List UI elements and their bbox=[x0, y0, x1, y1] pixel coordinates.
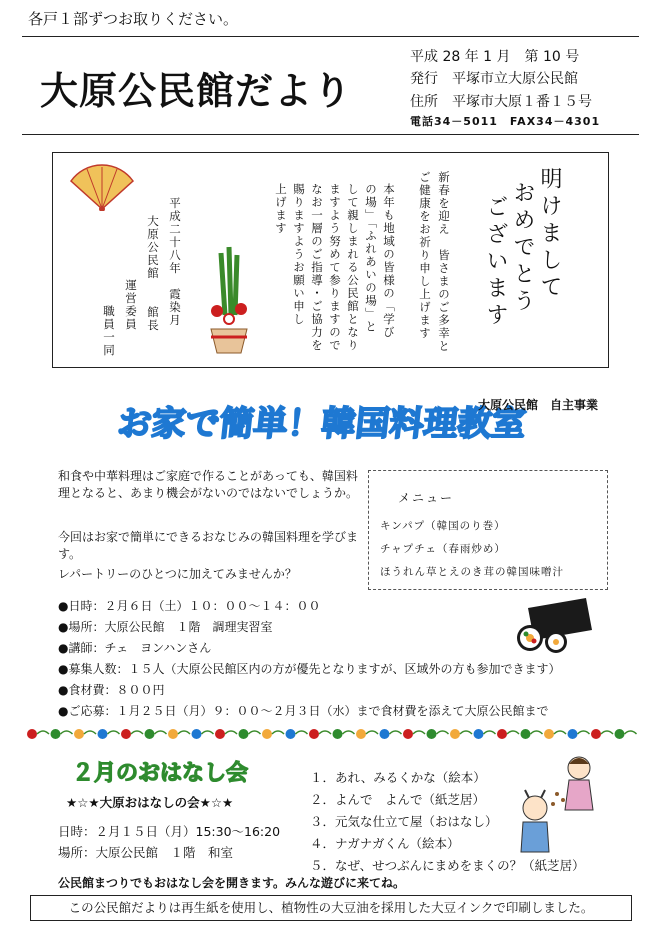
garland-leaf bbox=[84, 731, 96, 734]
garland-ornament bbox=[27, 729, 37, 739]
garland-leaf bbox=[413, 731, 425, 734]
intro-paragraph: 和食や中華料理はご家庭で作ることがあっても、韓国料理となると、あまり機会がないのではないでしょうか。 bbox=[58, 469, 359, 500]
greeting-body-line: 賜りますようお願い申し bbox=[291, 183, 306, 326]
garland-ornament bbox=[262, 729, 272, 739]
greeting-heading-line: おめでとう bbox=[510, 181, 535, 316]
garland-ornament bbox=[333, 729, 343, 739]
greeting-body-line: ご健康をお祈り申し上げます bbox=[417, 171, 432, 340]
garland-ornament bbox=[380, 729, 390, 739]
greeting-body-line: して親しまれる公民館となり bbox=[345, 183, 360, 352]
kadomatsu-illustration bbox=[201, 245, 257, 357]
garland-ornament bbox=[615, 729, 625, 739]
garland-leaf bbox=[202, 731, 214, 734]
garland-leaf bbox=[272, 731, 284, 734]
greeting-body-line: 本年も地域の皆様の「学び bbox=[381, 183, 396, 339]
greeting-body-line: の場」「ふれあいの場」と bbox=[363, 183, 378, 334]
menu-item: ほうれん草とえのき茸の韓国味噌汁 bbox=[380, 566, 564, 578]
issue-info: 平成 28 年 1 月 第 10 号 bbox=[410, 49, 580, 65]
story-time-title: ２月のおはなし会 bbox=[72, 761, 249, 786]
event-date: ●日時：２月６日（土）１０：００～１４：００ bbox=[58, 599, 321, 613]
garland-ornament bbox=[474, 729, 484, 739]
story-place: 場所：大原公民館 １階 和室 bbox=[58, 845, 234, 860]
garland-ornament bbox=[427, 729, 437, 739]
garland-leaf bbox=[178, 731, 190, 734]
greeting-heading-line: ございます bbox=[483, 195, 508, 330]
greeting-heading-line: 明けまして bbox=[537, 167, 562, 302]
garland-leaf bbox=[437, 731, 449, 734]
garland-ornament bbox=[145, 729, 155, 739]
garland-leaf bbox=[366, 731, 378, 734]
garland-leaf bbox=[155, 731, 167, 734]
garland-ornament bbox=[309, 729, 319, 739]
garland-ornament bbox=[192, 729, 202, 739]
contact-info: 電話34－5011 FAX34－4301 bbox=[410, 115, 601, 128]
garland-ornament bbox=[74, 729, 84, 739]
organizer-label: 大原公民館 自主事業 bbox=[478, 398, 599, 412]
greeting-body-line: なお一層のご指導・ご協力を bbox=[309, 183, 324, 352]
garland-leaf bbox=[296, 731, 308, 734]
menu-title: メニュー bbox=[398, 491, 455, 505]
greeting-staff-all: 職員一同 bbox=[101, 305, 116, 357]
program-item: １．あれ、みるくかな（絵本） bbox=[310, 770, 486, 785]
invitation-note: 公民館まつりでもおはなし会を開きます。みんな遊びに来てね。 bbox=[58, 876, 406, 890]
cooking-class-banner: お家で簡単！韓国料理教室 bbox=[115, 404, 528, 444]
garland-ornament bbox=[121, 729, 131, 739]
distribution-notice: 各戸１部ずつお取りください。 bbox=[28, 10, 239, 28]
garland-ornament bbox=[497, 729, 507, 739]
garland-ornament bbox=[521, 729, 531, 739]
garland-leaf bbox=[507, 731, 519, 734]
address-info: 住所 平塚市大原１番１５号 bbox=[410, 94, 592, 110]
garland-ornament bbox=[403, 729, 413, 739]
greeting-body-line: 上げます bbox=[273, 183, 288, 235]
garland-ornament bbox=[450, 729, 460, 739]
program-item: ４．ナガナガくん（絵本） bbox=[310, 836, 460, 851]
garland-leaf bbox=[460, 731, 472, 734]
garland-ornament bbox=[51, 729, 61, 739]
garland-leaf bbox=[37, 731, 49, 734]
garland-leaf bbox=[554, 731, 566, 734]
greeting-staff: 運営委員 bbox=[123, 279, 138, 331]
garland-leaf bbox=[625, 731, 637, 734]
program-item: ２．よんで よんで（紙芝居） bbox=[310, 792, 486, 807]
event-application: ●ご応募：１月２５日（月）９：００～２月３日（水）まで食材費を添えて大原公民館まで bbox=[58, 704, 549, 718]
header-rule bbox=[22, 134, 639, 135]
top-rule bbox=[22, 36, 639, 37]
greeting-signature: 大原公民館 館長 bbox=[145, 215, 160, 332]
story-group-name: ★☆★大原おはなしの会★☆★ bbox=[66, 795, 234, 810]
garland-leaf bbox=[131, 731, 143, 734]
garland-ornament bbox=[98, 729, 108, 739]
event-capacity: ●募集人数：１５人（大原公民館区内の方が優先となりますが、区域外の方も参加できます） bbox=[58, 662, 561, 676]
event-instructor: ●講師：チェ ヨンハンさん bbox=[58, 641, 212, 655]
intro-paragraph: 今回はお家で簡単にできるおなじみの韓国料理を学びます。 bbox=[58, 530, 359, 561]
garland-ornament bbox=[239, 729, 249, 739]
garland-ornament bbox=[215, 729, 225, 739]
publisher-info: 発行 平塚市立大原公民館 bbox=[410, 71, 578, 87]
garland-leaf bbox=[225, 731, 237, 734]
garland-leaf bbox=[578, 731, 590, 734]
garland-ornament bbox=[544, 729, 554, 739]
garland-ornament bbox=[568, 729, 578, 739]
folding-fan-illustration bbox=[67, 159, 137, 211]
garland-ornament bbox=[591, 729, 601, 739]
event-place: ●場所：大原公民館 １階 調理実習室 bbox=[58, 620, 273, 634]
setsubun-children-illustration bbox=[505, 748, 605, 858]
garland-leaf bbox=[484, 731, 496, 734]
decorative-garland bbox=[22, 722, 639, 750]
garland-leaf bbox=[343, 731, 355, 734]
greeting-body-line: 新春を迎え 皆さまのご多幸と bbox=[436, 171, 451, 353]
intro-paragraph: レパートリーのひとつに加えてみませんか？ bbox=[58, 567, 297, 581]
garland-leaf bbox=[249, 731, 261, 734]
garland-ornament bbox=[168, 729, 178, 739]
garland-leaf bbox=[61, 731, 73, 734]
footer-note: この公民館だよりは再生紙を使用し、植物性の大豆油を採用した大豆インクで印刷しました。 bbox=[30, 895, 632, 921]
garland-leaf bbox=[601, 731, 613, 734]
program-item: ５．なぜ、せつぶんにまめをまくの？（紙芝居） bbox=[310, 858, 585, 873]
garland-leaf bbox=[319, 731, 331, 734]
newsletter-title: 大原公民館だより bbox=[40, 69, 353, 113]
garland-leaf bbox=[531, 731, 543, 734]
garland-leaf bbox=[390, 731, 402, 734]
greeting-date: 平成二十八年 霞染月 bbox=[167, 197, 182, 327]
new-year-greeting bbox=[52, 152, 609, 368]
garland-leaf bbox=[108, 731, 120, 734]
kimbap-illustration bbox=[508, 594, 598, 656]
menu-item: キンパプ（韓国のり巻） bbox=[380, 520, 506, 532]
program-item: ３．元気な仕立て屋（おはなし） bbox=[310, 814, 498, 829]
menu-item: チャプチェ（春雨炒め） bbox=[380, 543, 506, 555]
event-fee: ●食材費：８００円 bbox=[58, 683, 165, 697]
garland-ornament bbox=[286, 729, 296, 739]
greeting-body-line: ますよう努めて参りますので bbox=[327, 183, 342, 352]
story-date: 日時：２月１５日（月）15:30～16:20 bbox=[58, 824, 281, 839]
garland-ornament bbox=[356, 729, 366, 739]
